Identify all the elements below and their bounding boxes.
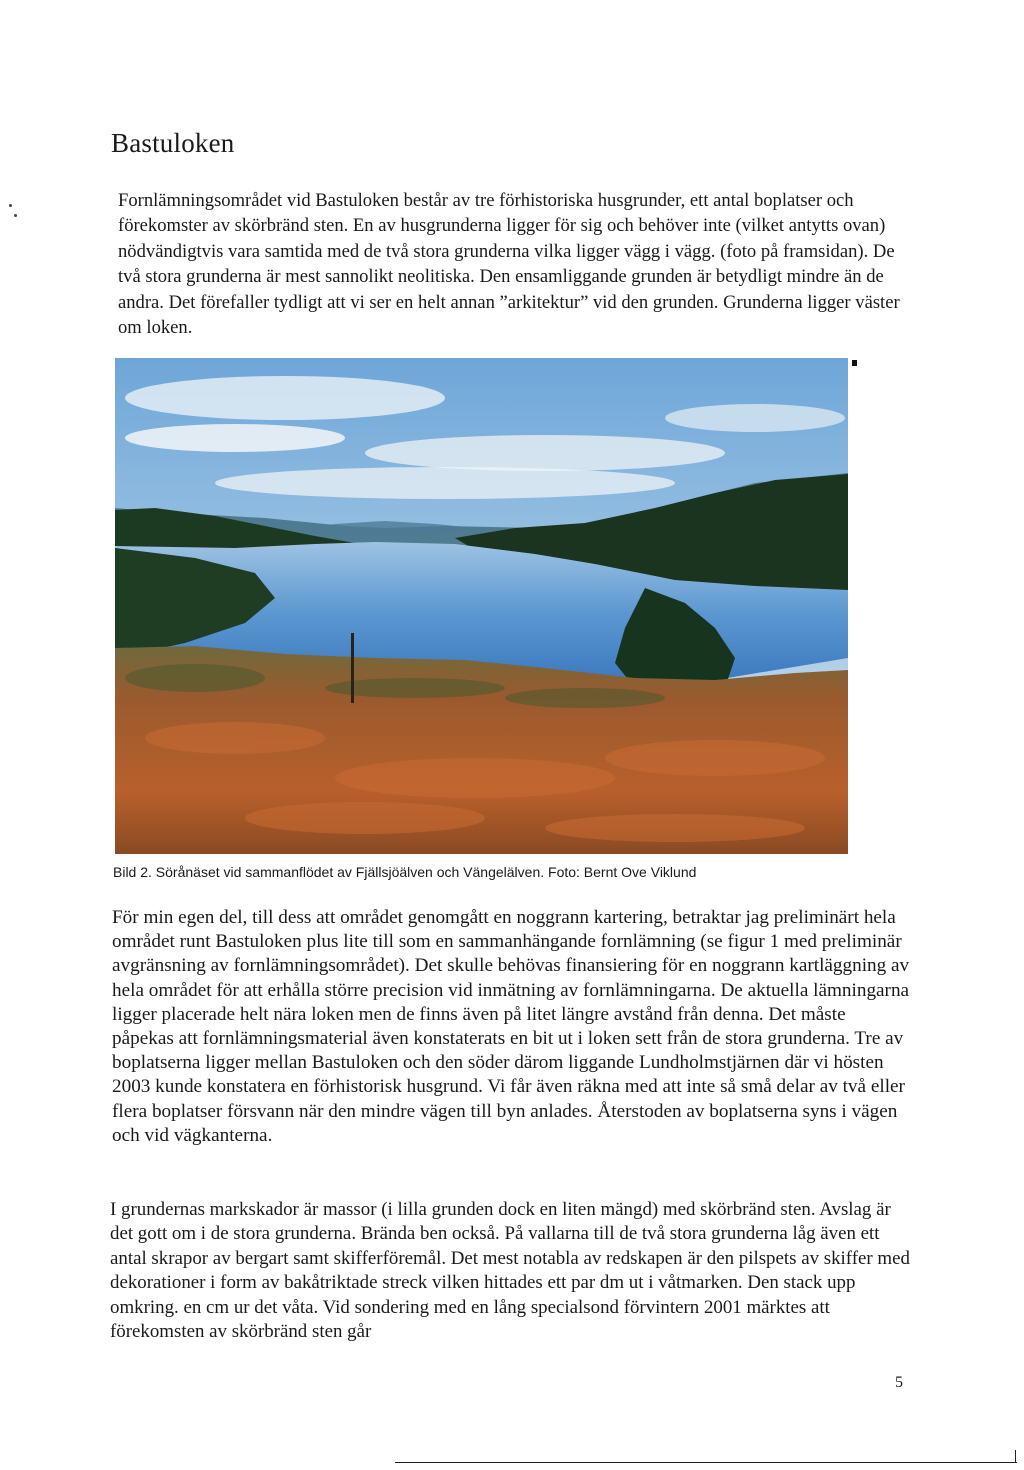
body-paragraph-2: För min egen del, till dess att området genomgått en noggrann kartering, betraktar jag preliminärt hela området runt Bastuloken plus lite till som en sammanhängande fornlämning (se figur 1 med preliminär avgränsning av fornlämningsområdet). Det skulle behövas finansiering för en noggrann kartläggning av hela området för att erhålla större precision vid inmätning av fornlämningarna. De aktuella lämningarna ligger placerade helt nära loken men de finns även på litet längre avstånd från denna. Det måste påpekas att fornlämningsmaterial även konstaterats en bit ut i loken sett från de stora grunderna. Tre av boplatserna ligger mellan Bastuloken och den söder därom liggande Lundholmstjärnen där vi hösten 2003 kunde konstatera en förhistorisk husgrund. Vi får även räkna med att inte så små delar av två eller flera boplatser försvann när den mindre vägen till byn anlades. Återstoden av boplatserna syns i vägen och vid vägkanterna. [112,907,910,1146]
scan-mark [852,360,857,366]
lake-photo-illustration [115,358,848,854]
page-number: 5 [895,1374,903,1391]
body-paragraph-1: Fornlämningsområdet vid Bastuloken består av tre förhistoriska husgrunder, ett antal boplatser och förekomster av skörbränd sten. En av husgrunderna ligger för sig och behöver inte (vilket antytts ovan) nödvändigtvis vara samtida med de två stora grunderna vilka ligger vägg i vägg. (foto på framsidan). De två stora grunderna är mest sannolikt neolitiska. Den ensamliggande grunden är betydligt mindre än de andra. Det förefaller tydligt att vi ser en helt annan ”arkitektur” vid den grunden. Grunderna ligger väster om loken. [118,190,900,339]
footer-rule [395,1462,1017,1463]
lake-landscape-photo [115,358,848,854]
page-title: Bastuloken [111,128,235,158]
body-paragraph-3: I grundernas markskador är massor (i lilla grunden dock en liten mängd) med skörbränd sten. Avslag är det gott om i de stora grunderna. Brända ben också. På vallarna till de två stora grunderna låg även ett antal skrapor av bergart samt skifferföremål. Det mest notabla av redskapen är den pilspets av skiffer med dekorationer i form av bakåtriktade streck vilken hittades ett par dm ut i våtmarken. Den stack upp omkring. en cm ur det våta. Vid sondering med en lång specialsond förvintern 2001 märktes att förekomsten av skörbränd sten går [110,1199,910,1343]
scan-speck [14,214,17,217]
photo-caption: Bild 2. Sörånäset vid sammanflödet av Fjällsjöälven och Vängelälven. Foto: Bernt Ove Viklund [113,864,697,880]
scan-speck [9,204,12,207]
footer-tick [1015,1450,1016,1463]
